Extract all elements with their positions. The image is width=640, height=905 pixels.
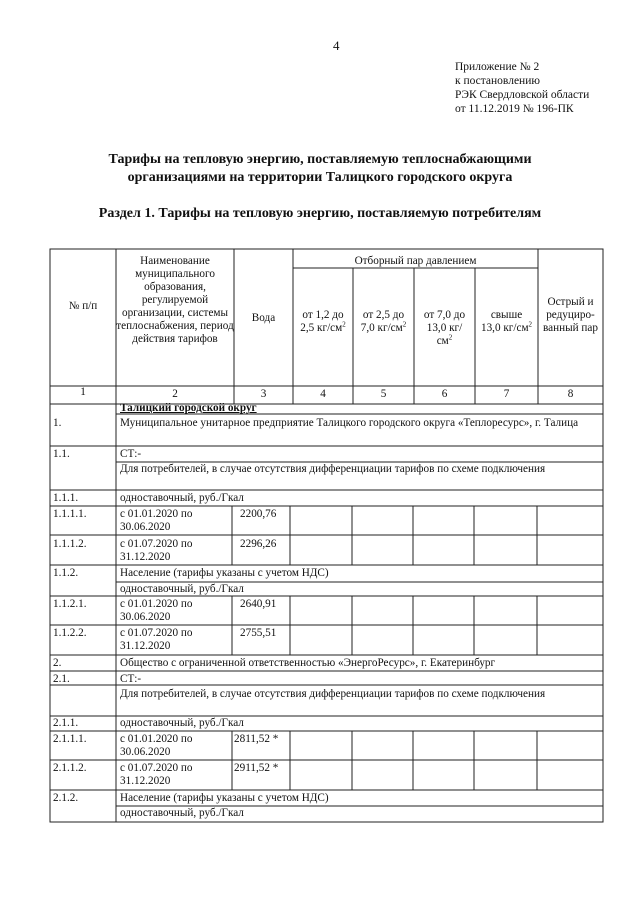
- header-col-steam-3: от 7,0 до 13,0 $кг/см^2$: [423, 309, 466, 347]
- appendix-line: Приложение № 2: [455, 61, 540, 73]
- title-line: Тарифы на тепловую энергию, поставляемую теплоснабжающими: [108, 152, 532, 167]
- consumer-group: Для потребителей, в случае отсутствия дифференциации тарифов по схеме подключения: [120, 688, 546, 700]
- system-label: СТ:-: [120, 448, 142, 460]
- row-number: 1.1.2.: [53, 567, 79, 579]
- row-number: 1.1.2.1.: [53, 598, 87, 610]
- period: с 01.01.2020 по 30.06.2020: [120, 733, 193, 758]
- organization-name: Общество с ограниченной ответственностью «ЭнергоРесурс», г. Екатеринбург: [120, 657, 496, 669]
- header-col-steam-1: от 1,2 до 2,5 $кг/см^2$: [300, 309, 346, 334]
- row-number: 1.1.1.1.: [53, 508, 87, 520]
- column-number: 7: [503, 388, 510, 400]
- tariff-value: 2911,52 *: [234, 762, 279, 774]
- consumer-group: Для потребителей, в случае отсутствия дифференциации тарифов по схеме подключения: [120, 463, 546, 475]
- row-number: 1.1.1.2.: [53, 538, 87, 550]
- appendix-line: к постановлению: [455, 75, 540, 87]
- header-col-sharp-steam: Острый и редуциро-ванный пар: [543, 296, 598, 334]
- row-number: 2.1.2.: [53, 792, 79, 804]
- tariff-value: 2200,76: [240, 508, 277, 520]
- tariff-type: одноставочный, руб./Гкал: [120, 583, 244, 595]
- period: с 01.07.2020 по 31.12.2020: [120, 762, 193, 787]
- period: с 01.07.2020 по 31.12.2020: [120, 538, 193, 563]
- appendix-line: РЭК Свердловской области: [455, 89, 590, 101]
- column-number: 2: [172, 388, 178, 400]
- section-title: Раздел 1. Тарифы на тепловую энергию, поставляемую потребителям: [98, 206, 542, 221]
- row-number: 1.1.2.2.: [53, 627, 87, 639]
- column-number: 6: [441, 388, 448, 400]
- period: с 01.07.2020 по 31.12.2020: [120, 627, 193, 652]
- header-col-steam-2: от 2,5 до 7,0 $кг/см^2$: [360, 309, 407, 334]
- row-number: 2.1.1.: [53, 717, 79, 729]
- row-number: 1.1.1.: [53, 492, 79, 504]
- row-number: 2.: [53, 657, 62, 669]
- tariff-value: 2296,26: [240, 538, 277, 550]
- tariff-type: одноставочный, руб./Гкал: [120, 807, 244, 819]
- tariff-value: 2811,52 *: [234, 733, 279, 745]
- system-label: СТ:-: [120, 673, 142, 685]
- organization-name: Муниципальное унитарное предприятие Талицкого городского округа «Теплоресурс», г. Талица: [120, 417, 579, 429]
- row-number: 1.: [53, 417, 62, 429]
- row-number: 2.1.1.2.: [53, 762, 87, 774]
- header-col-water: Вода: [251, 312, 276, 324]
- title-line: организациями на территории Талицкого городского округа: [127, 170, 513, 185]
- period: с 01.01.2020 по 30.06.2020: [120, 508, 193, 533]
- period: с 01.01.2020 по 30.06.2020: [120, 598, 193, 623]
- column-number: 5: [380, 388, 387, 400]
- population-group: Население (тарифы указаны с учетом НДС): [120, 792, 329, 804]
- header-col-steam-4: свыше 13,0 $кг/см^2$: [480, 309, 533, 334]
- header-steam-group: Отборный пар давлением: [354, 255, 477, 267]
- row-number: 1.1.: [53, 448, 70, 460]
- column-number: 1: [80, 386, 86, 398]
- column-number: 8: [567, 388, 574, 400]
- row-number: 2.1.1.1.: [53, 733, 87, 745]
- tariff-value: 2755,51: [240, 627, 277, 639]
- header-col-number: № п/п: [68, 300, 98, 312]
- tariff-value: 2640,91: [240, 598, 277, 610]
- district-heading: Талицкий городской округ: [120, 402, 257, 414]
- tariff-type: одноставочный, руб./Гкал: [120, 492, 244, 504]
- tariff-type: одноставочный, руб./Гкал: [120, 717, 244, 729]
- population-group: Население (тарифы указаны с учетом НДС): [120, 567, 329, 579]
- header-col-name: Наименование муниципального образования, регулируемой организации, системы теплоснабжения, период действия тарифов: [116, 255, 234, 345]
- column-number: 3: [260, 388, 267, 400]
- page-number: 4: [333, 38, 340, 53]
- row-number: 2.1.: [53, 673, 70, 685]
- column-number: 4: [320, 388, 326, 400]
- appendix-line: от 11.12.2019 № 196-ПК: [455, 103, 574, 115]
